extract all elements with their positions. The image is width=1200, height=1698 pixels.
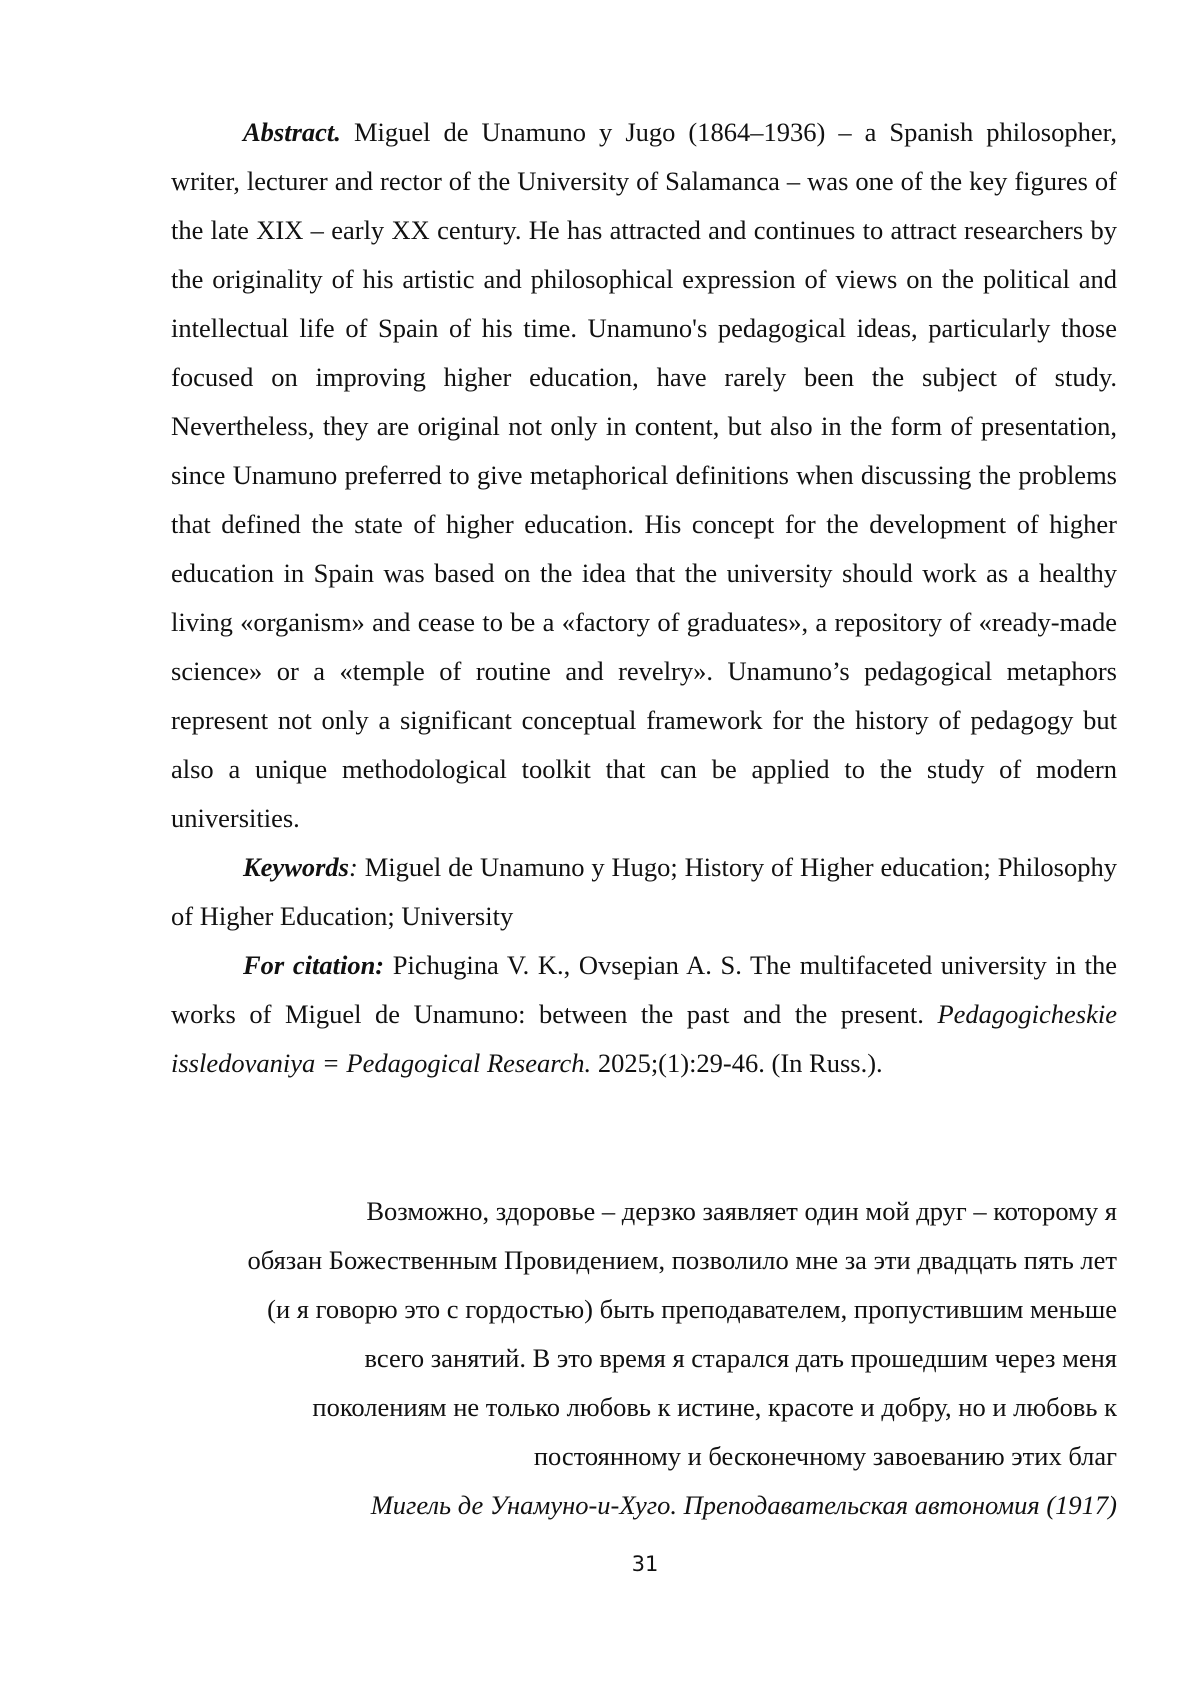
- citation-journal: Pedagogicheskie issledovaniya = Pedagogical Research.: [171, 999, 1117, 1078]
- keywords-text: Miguel de Unamuno y Hugo; History of Higher education; Philosophy of Higher Education; University: [171, 852, 1117, 931]
- citation-label: For citation:: [243, 950, 385, 980]
- epigraph: [171, 1187, 1117, 1530]
- epigraph-line-3: (и я говорю это с гордостью) быть преподавателем, пропустившим меньше: [267, 1294, 1117, 1324]
- front-matter: [171, 108, 1117, 1088]
- epigraph-line-4: всего занятий. В это время я старался дать прошедшим через меня: [364, 1343, 1117, 1373]
- epigraph-line-6: постоянному и бесконечному завоеванию этих благ: [533, 1441, 1117, 1471]
- page-number: 31: [631, 1552, 659, 1576]
- epigraph-line-2: обязан Божественным Провидением, позволило мне за эти двадцать пять лет: [247, 1245, 1117, 1275]
- epigraph-line-5: поколениям не только любовь к истине, красоте и добру, но и любовь к: [312, 1392, 1117, 1422]
- keywords-label: Keywords:: [243, 852, 358, 882]
- abstract-paragraph: [171, 108, 1117, 843]
- citation-tail: 2025;(1):29-46. (In Russ.).: [591, 1048, 883, 1078]
- abstract-label: Abstract.: [243, 117, 341, 147]
- citation-text: Pichugina V. K., Ovsepian A. S. The multifaceted university in the works of Miguel de Unamuno: between the past and the present.: [171, 950, 1118, 1029]
- abstract-text: Miguel de Unamuno y Jugo (1864–1936) – a Spanish philosopher, writer, lecturer and rector of the University of Salamanca – was one of the key figures of the late XIX – early XX century. He has attracted and continues to attract researchers by the originality of his artistic and philosophical expression of views on the political and intellectual life of Spain of his time. Unamuno's pedagogical ideas, particularly those focused on improving higher education, have rarely been the subject of study. Nevertheless, they are original not only in content, but also in the form of presentation, since Unamuno preferred to give metaphorical definitions when discussing the problems that defined the state of higher education. His concept for the development of higher education in Spain was based on the idea that the university should work as a healthy living «organism» and cease to be a «factory of graduates», a repository of «ready-made science» or a «temple of routine and revelry». Unamuno’s pedagogical metaphors represent not only a significant conceptual framework for the history of pedagogy but also a unique methodological toolkit that can be applied to the study of modern universities.: [171, 117, 1117, 833]
- epigraph-source: Мигель де Унамуно-и-Хуго. Преподавательская автономия (1917): [370, 1490, 1117, 1520]
- epigraph-line-1: Возможно, здоровье – дерзко заявляет один мой друг – которому я: [366, 1196, 1117, 1226]
- keywords-paragraph: [171, 843, 1117, 941]
- citation-paragraph: [171, 941, 1117, 1088]
